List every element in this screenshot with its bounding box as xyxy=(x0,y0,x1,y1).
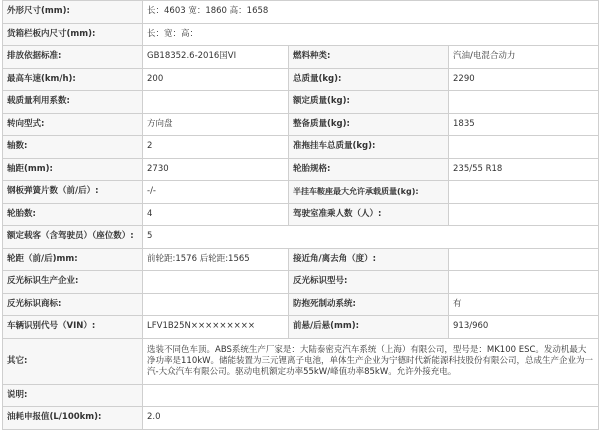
spec-value: 4 xyxy=(143,203,289,226)
table-row xyxy=(3,293,599,316)
spec-table xyxy=(2,0,599,430)
spec-label: 钢板弹簧片数（前/后）: xyxy=(3,181,143,204)
spec-value xyxy=(143,271,289,294)
spec-value xyxy=(449,248,599,271)
spec-value: 长：宽：高： xyxy=(143,23,599,46)
spec-label: 最高车速(km/h): xyxy=(3,68,143,91)
spec-value: 方向盘 xyxy=(143,113,289,136)
spec-label: 防抱死制动系统: xyxy=(289,293,449,316)
spec-label: 半挂车鞍座最大允许承载质量(kg): xyxy=(289,181,449,204)
spec-value: 2 xyxy=(143,136,289,159)
table-row xyxy=(3,23,599,46)
table-row xyxy=(3,1,599,24)
spec-label: 外形尺寸(mm): xyxy=(3,1,143,24)
spec-value: GB18352.6-2016国VI xyxy=(143,46,289,69)
spec-value: 2290 xyxy=(449,68,599,91)
spec-value: 长：4603 宽：1860 高：1658 xyxy=(143,1,599,24)
table-row xyxy=(3,316,599,339)
spec-label: 接近角/离去角（度）: xyxy=(289,248,449,271)
spec-label: 排放依据标准: xyxy=(3,46,143,69)
table-row xyxy=(3,407,599,430)
table-row xyxy=(3,158,599,181)
spec-value: 2.0 xyxy=(143,407,599,430)
spec-value: 1835 xyxy=(449,113,599,136)
spec-label: 轴距(mm): xyxy=(3,158,143,181)
table-row xyxy=(3,271,599,294)
table-row xyxy=(3,91,599,114)
spec-label: 额定质量(kg): xyxy=(289,91,449,114)
spec-label: 轮胎规格: xyxy=(289,158,449,181)
spec-label: 额定载客（含驾驶员）（座位数）: xyxy=(3,226,143,249)
table-row xyxy=(3,68,599,91)
spec-value: 5 xyxy=(143,226,599,249)
spec-value: 有 xyxy=(449,293,599,316)
spec-label: 前悬/后悬(mm): xyxy=(289,316,449,339)
spec-value xyxy=(449,271,599,294)
vehicle-spec-sheet xyxy=(2,0,598,430)
table-row xyxy=(3,46,599,69)
spec-value: 200 xyxy=(143,68,289,91)
spec-label: 载质量利用系数: xyxy=(3,91,143,114)
spec-label: 说明: xyxy=(3,384,143,407)
spec-label: 轴数: xyxy=(3,136,143,159)
table-row xyxy=(3,136,599,159)
spec-value xyxy=(143,384,599,407)
table-row xyxy=(3,338,599,384)
spec-label: 货箱栏板内尺寸(mm): xyxy=(3,23,143,46)
table-row xyxy=(3,181,599,204)
spec-label: 车辆识别代号（VIN）: xyxy=(3,316,143,339)
spec-label: 总质量(kg): xyxy=(289,68,449,91)
spec-label: 驾驶室准乘人数（人）: xyxy=(289,203,449,226)
spec-value-other: 选装不同色车顶。ABS系统生产厂家是：大陆泰密克汽车系统（上海）有限公司，型号是：MK100 ESC。发动机最大净功率是110kW。储能装置为三元锂离子电池，单体生产企业为宁德时代新能源科技股份有限公司，总成生产企业为一汽-大众汽车有限公司。驱动电机额定功率55kW/峰值功率85kW。允许外接充电。 xyxy=(143,338,599,384)
spec-label: 准拖挂车总质量(kg): xyxy=(289,136,449,159)
spec-value: 235/55 R18 xyxy=(449,158,599,181)
spec-value: 前轮距:1576 后轮距:1565 xyxy=(143,248,289,271)
spec-label: 转向型式: xyxy=(3,113,143,136)
spec-value: LFV1B25N××××××××× xyxy=(143,316,289,339)
spec-label: 整备质量(kg): xyxy=(289,113,449,136)
spec-value: 913/960 xyxy=(449,316,599,339)
spec-value xyxy=(449,136,599,159)
table-row xyxy=(3,384,599,407)
spec-label: 轮胎数: xyxy=(3,203,143,226)
spec-value xyxy=(143,293,289,316)
spec-label: 反光标识生产企业: xyxy=(3,271,143,294)
spec-value xyxy=(449,203,599,226)
spec-value: -/- xyxy=(143,181,289,204)
spec-label: 反光标识商标: xyxy=(3,293,143,316)
spec-value xyxy=(143,91,289,114)
spec-value: 2730 xyxy=(143,158,289,181)
spec-value xyxy=(449,181,599,204)
spec-value xyxy=(449,91,599,114)
spec-value: 汽油/电混合动力 xyxy=(449,46,599,69)
table-row xyxy=(3,248,599,271)
spec-label: 反光标识型号: xyxy=(289,271,449,294)
table-row xyxy=(3,203,599,226)
spec-label: 其它: xyxy=(3,338,143,384)
spec-label: 燃料种类: xyxy=(289,46,449,69)
spec-label: 轮距（前/后)mm: xyxy=(3,248,143,271)
table-row xyxy=(3,226,599,249)
spec-label: 油耗申报值(L/100km): xyxy=(3,407,143,430)
table-row xyxy=(3,113,599,136)
